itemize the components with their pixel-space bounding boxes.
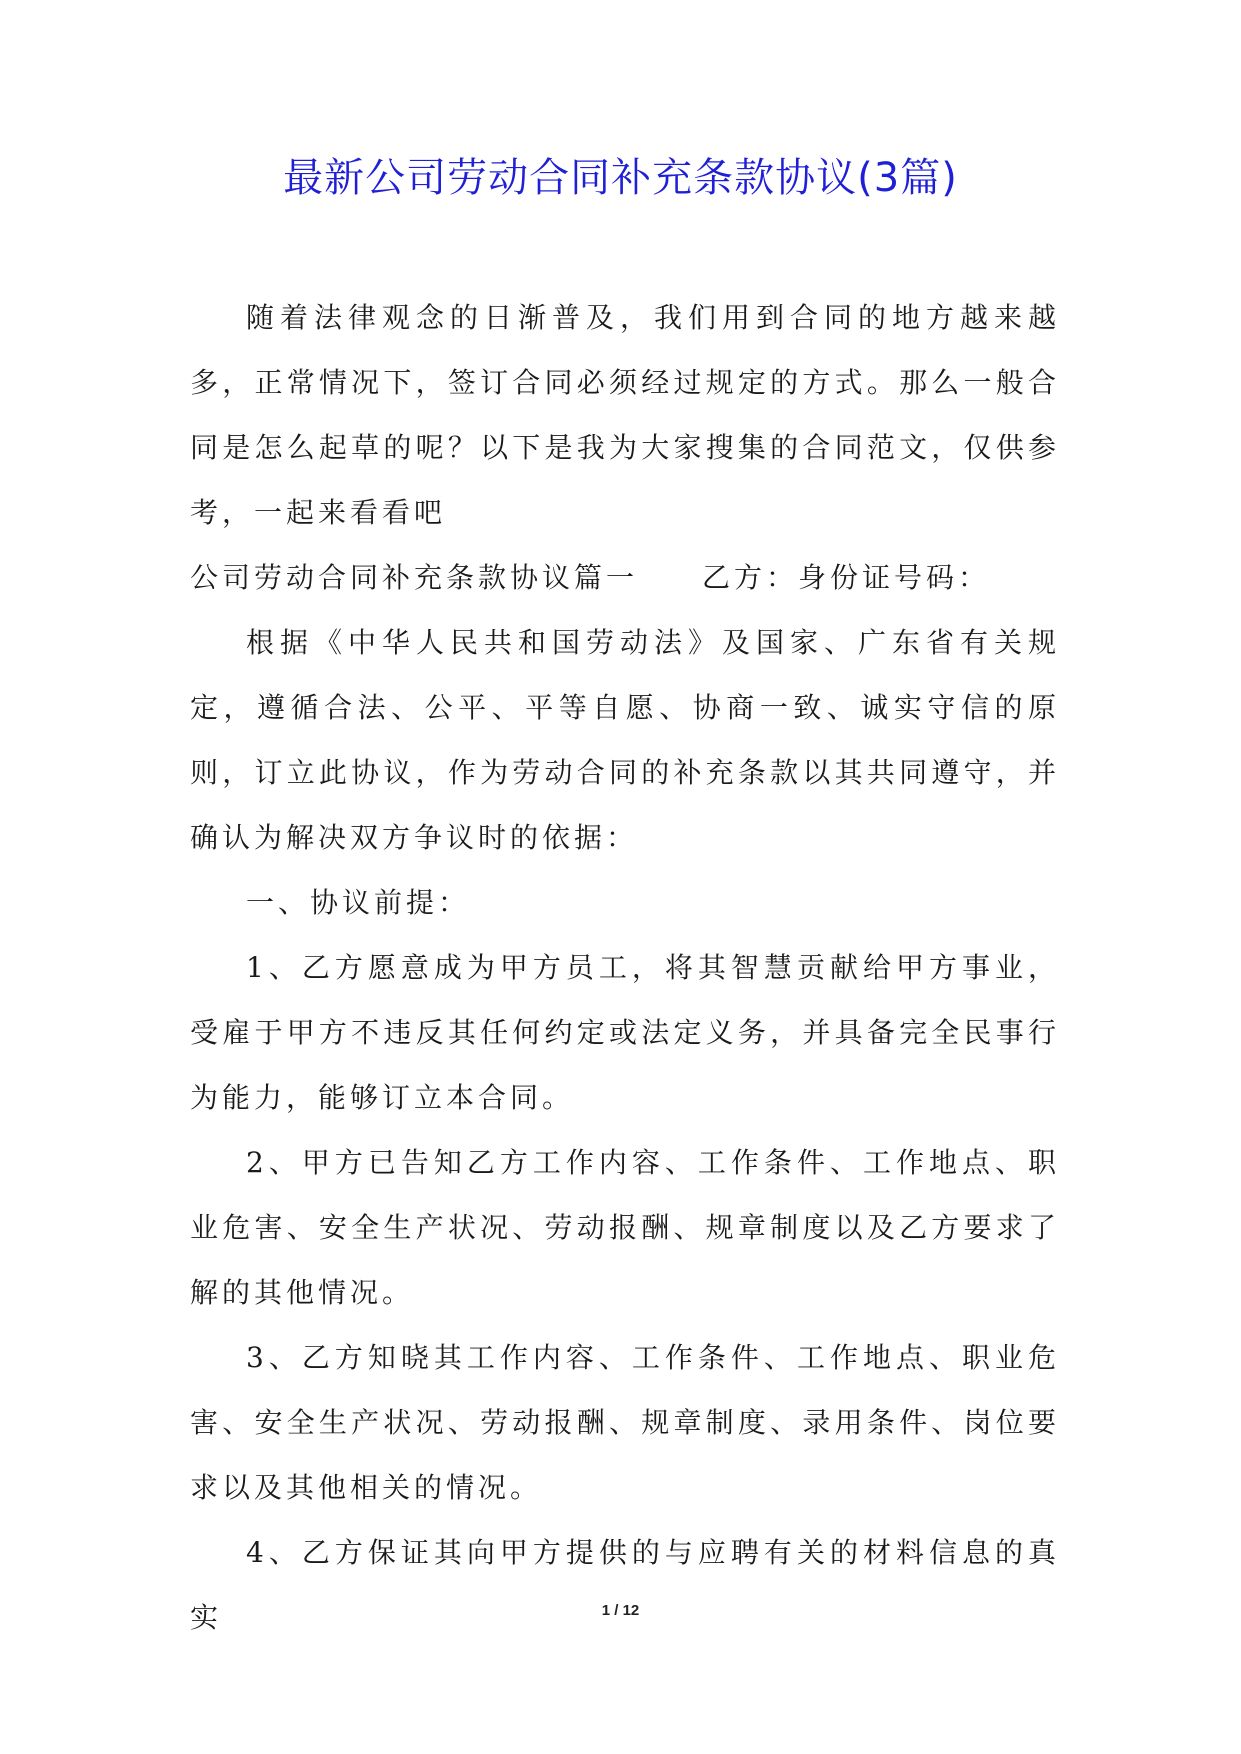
clause-item-1: 1、乙方愿意成为甲方员工，将其智慧贡献给甲方事业，受雇于甲方不违反其任何约定或法定义务，并具备完全民事行为能力，能够订立本合同。 bbox=[190, 951, 1060, 1114]
clause-item-2: 2、甲方已告知乙方工作内容、工作条件、工作地点、职业危害、安全生产状况、劳动报酬、规章制度以及乙方要求了解的其他情况。 bbox=[190, 1146, 1060, 1309]
intro-paragraph: 随着法律观念的日渐普及，我们用到合同的地方越来越多，正常情况下，签订合同必须经过规定的方式。那么一般合同是怎么起草的呢？以下是我为大家搜集的合同范文，仅供参考，一起来看看吧 bbox=[190, 301, 1060, 529]
basis-paragraph: 根据《中华人民共和国劳动法》及国家、广东省有关规定，遵循合法、公平、平等自愿、协商一致、诚实守信的原则，订立此协议，作为劳动合同的补充条款以其共同遵守，并确认为解决双方争议时的依据： bbox=[190, 626, 1060, 854]
clause-item-4: 4、乙方保证其向甲方提供的与应聘有关的材料信息的真实 bbox=[190, 1536, 1060, 1634]
page-number: 1 / 12 bbox=[601, 1602, 640, 1619]
clause-item-3: 3、乙方知晓其工作内容、工作条件、工作地点、职业危害、安全生产状况、劳动报酬、规章制度、录用条件、岗位要求以及其他相关的情况。 bbox=[190, 1341, 1060, 1504]
section-heading: 公司劳动合同补充条款协议篇一 乙方：身份证号码： bbox=[190, 561, 991, 594]
clause-heading: 一、协议前提： bbox=[246, 886, 471, 919]
document-body bbox=[190, 285, 1060, 1650]
document-title: 最新公司劳动合同补充条款协议(3篇) bbox=[283, 155, 958, 201]
